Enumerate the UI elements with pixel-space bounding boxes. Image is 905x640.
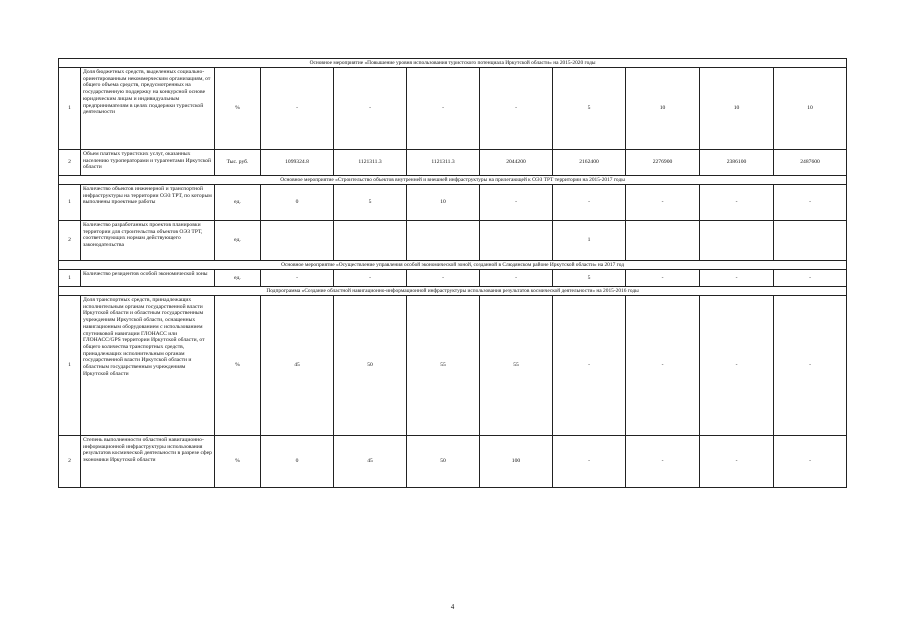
row-number: 2 bbox=[59, 221, 81, 261]
indicator-name: Количество резидентов особой экономической зоны bbox=[81, 270, 215, 287]
value-cell: - bbox=[334, 270, 407, 287]
section-title: Основное мероприятие «Повышение уровня использования туристского потенциала Иркутской области» на 2015-2020 годы bbox=[59, 59, 847, 68]
value-cell: - bbox=[626, 270, 700, 287]
table-row bbox=[59, 296, 847, 436]
value-cell: 55 bbox=[407, 296, 480, 436]
value-cell: - bbox=[774, 185, 847, 221]
section-header-row bbox=[59, 176, 847, 185]
value-cell: - bbox=[700, 270, 774, 287]
row-number: 2 bbox=[59, 150, 81, 176]
value-cell: 100 bbox=[480, 436, 553, 488]
value-cell: - bbox=[480, 68, 553, 150]
table-row bbox=[59, 150, 847, 176]
value-cell: 1 bbox=[553, 221, 626, 261]
value-cell: 5 bbox=[553, 270, 626, 287]
value-cell bbox=[407, 221, 480, 261]
value-cell: 50 bbox=[334, 296, 407, 436]
indicators-table bbox=[58, 58, 847, 488]
unit-cell: % bbox=[215, 296, 261, 436]
unit-cell: ед. bbox=[215, 270, 261, 287]
value-cell: - bbox=[407, 68, 480, 150]
value-cell: 1121311.3 bbox=[407, 150, 480, 176]
row-number: 1 bbox=[59, 296, 81, 436]
row-number: 2 bbox=[59, 436, 81, 488]
value-cell: - bbox=[774, 270, 847, 287]
row-number: 1 bbox=[59, 270, 81, 287]
value-cell bbox=[774, 221, 847, 261]
section-header-row bbox=[59, 287, 847, 296]
value-cell: - bbox=[774, 296, 847, 436]
section-title: Основное мероприятие «Осуществление управления особой экономической зоной, созданной в Слюдянском районе Иркутской области» на 2017 год bbox=[59, 261, 847, 270]
value-cell: - bbox=[480, 270, 553, 287]
value-cell: 2276900 bbox=[626, 150, 700, 176]
indicator-name: Степень выполненности областной навигационно-информационной инфраструктуры использования результатов космической деятельности в разрезе сфер экономики Иркутской области bbox=[81, 436, 215, 488]
value-cell: 2162400 bbox=[553, 150, 626, 176]
indicator-name: Доля транспортных средств, принадлежащих исполнительным органам государственной власти Иркутской области и областным государственным учреждениям Иркутской области, оснащенных навигационным оборудованием с использованием спутниковой навигации ГЛОНАСС или ГЛОНАСС/GPS территории Иркутской области, от общего количества транспортных средств, принадлежащих исполнительным органам государственной власти Иркутской области и областным государственным учреждениям Иркутской области bbox=[81, 296, 215, 436]
value-cell: 0 bbox=[261, 185, 334, 221]
value-cell: 2386100 bbox=[700, 150, 774, 176]
value-cell: - bbox=[700, 185, 774, 221]
value-cell: - bbox=[774, 436, 847, 488]
section-header-row bbox=[59, 59, 847, 68]
value-cell: - bbox=[261, 68, 334, 150]
value-cell: 0 bbox=[261, 436, 334, 488]
value-cell: 1121311.3 bbox=[334, 150, 407, 176]
value-cell: - bbox=[700, 436, 774, 488]
value-cell: 2044200 bbox=[480, 150, 553, 176]
value-cell: - bbox=[700, 296, 774, 436]
indicator-name: Количество объектов инженерной и транспортной инфраструктуры на территории ОЭЗ ТРТ, по которым выполнены проектные работы bbox=[81, 185, 215, 221]
value-cell: 5 bbox=[553, 68, 626, 150]
value-cell: - bbox=[553, 296, 626, 436]
value-cell: 45 bbox=[334, 436, 407, 488]
section-title: Основное мероприятие «Строительство объектов внутренней и внешней инфраструктуры на прилегающей к ОЭЗ ТРТ территории на 2015-2017 годы bbox=[59, 176, 847, 185]
unit-cell: ед. bbox=[215, 185, 261, 221]
value-cell: 10 bbox=[626, 68, 700, 150]
value-cell bbox=[480, 221, 553, 261]
indicator-name: Количество разработанных проектов планировки территории для строительства объектов ОЭЗ ТРТ, соответствующих нормам действующего законодательства bbox=[81, 221, 215, 261]
value-cell: 55 bbox=[480, 296, 553, 436]
value-cell bbox=[334, 221, 407, 261]
table-row bbox=[59, 68, 847, 150]
row-number: 1 bbox=[59, 68, 81, 150]
value-cell: - bbox=[626, 436, 700, 488]
unit-cell: % bbox=[215, 436, 261, 488]
value-cell: - bbox=[407, 270, 480, 287]
value-cell: - bbox=[334, 68, 407, 150]
page-number: 4 bbox=[450, 603, 455, 611]
row-number: 1 bbox=[59, 185, 81, 221]
value-cell: 50 bbox=[407, 436, 480, 488]
section-header-row bbox=[59, 261, 847, 270]
value-cell bbox=[626, 221, 700, 261]
section-title: Подпрограмма «Создание областной навигационно-информационной инфраструктуры использования результатов космической деятельности» на 2015-2016 годы bbox=[59, 287, 847, 296]
unit-cell: Тыс. руб. bbox=[215, 150, 261, 176]
table-row bbox=[59, 270, 847, 287]
value-cell: - bbox=[626, 185, 700, 221]
table-row bbox=[59, 436, 847, 488]
value-cell bbox=[261, 221, 334, 261]
value-cell: - bbox=[480, 185, 553, 221]
value-cell: 1099324.8 bbox=[261, 150, 334, 176]
value-cell: 10 bbox=[700, 68, 774, 150]
value-cell: 45 bbox=[261, 296, 334, 436]
value-cell: 5 bbox=[334, 185, 407, 221]
value-cell: 10 bbox=[407, 185, 480, 221]
value-cell bbox=[700, 221, 774, 261]
indicator-name: Объем платных туристских услуг, оказанных населению туроператорами и турагентами Иркутской области bbox=[81, 150, 215, 176]
unit-cell: ед. bbox=[215, 221, 261, 261]
table-row bbox=[59, 221, 847, 261]
value-cell: - bbox=[553, 436, 626, 488]
indicator-name: Доля бюджетных средств, выделенных социально-ориентированным некоммерческим организациям, от общего объема средств, предусмотренных на государственную поддержку на конкурсной основе юридическим лицам и индивидуальным предпринимателям в целях поддержки туристской деятельности bbox=[81, 68, 215, 150]
value-cell: - bbox=[553, 185, 626, 221]
value-cell: 10 bbox=[774, 68, 847, 150]
table-row bbox=[59, 185, 847, 221]
value-cell: - bbox=[626, 296, 700, 436]
value-cell: - bbox=[261, 270, 334, 287]
value-cell: 2487600 bbox=[774, 150, 847, 176]
unit-cell: % bbox=[215, 68, 261, 150]
